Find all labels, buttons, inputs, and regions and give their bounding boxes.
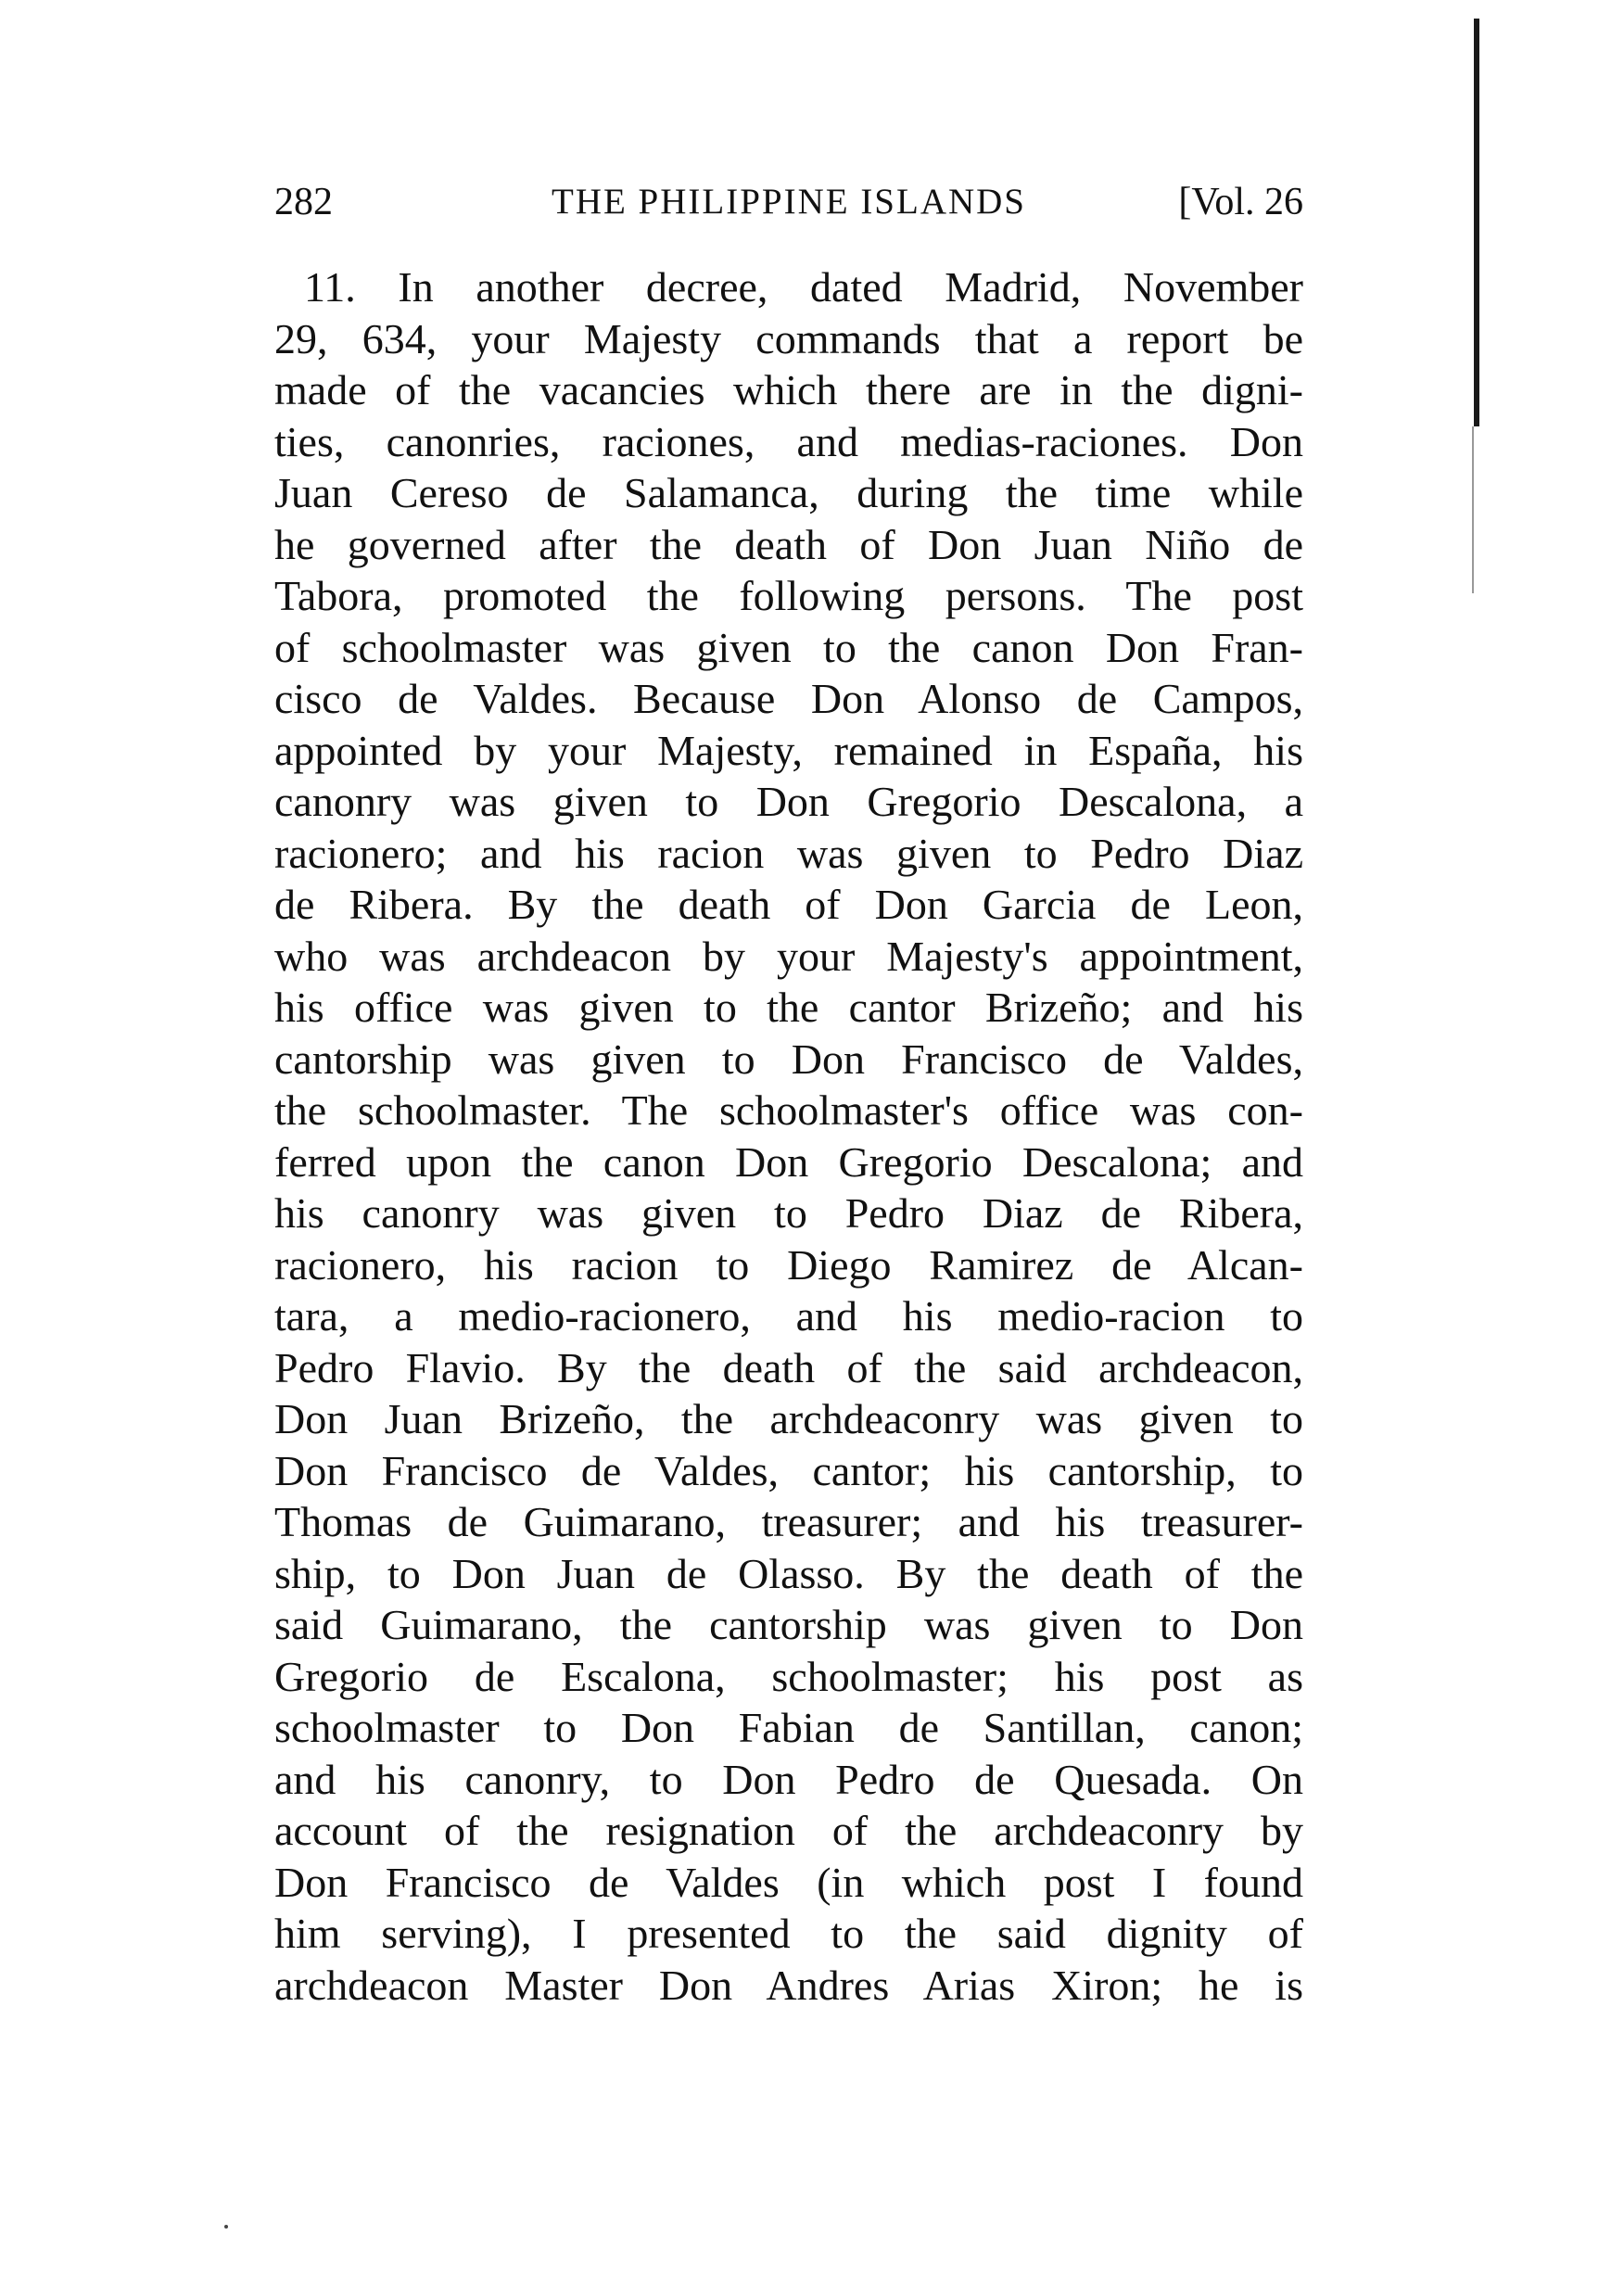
running-title: THE PHILIPPINE ISLANDS xyxy=(552,182,1026,222)
text-line: who was archdeacon by your Majesty's appointment, xyxy=(274,932,1303,980)
text-line: racionero; and his racion was given to Pedro Diaz xyxy=(274,829,1303,877)
text-line: said Guimarano, the cantorship was given to Don xyxy=(274,1601,1303,1648)
text-line: appointed by your Majesty, remained in España, his xyxy=(274,726,1303,774)
text-line: Don Francisco de Valdes, cantor; his cantorship, to xyxy=(274,1446,1303,1494)
text-line: canonry was given to Don Gregorio Descalona, a xyxy=(274,778,1303,825)
text-line: schoolmaster to Don Fabian de Santillan, canon; xyxy=(274,1704,1303,1751)
text-line: archdeacon Master Don Andres Arias Xiron; he is xyxy=(274,1961,1303,2009)
text-line: Don Francisco de Valdes (in which post I found xyxy=(274,1858,1303,1906)
text-line: of schoolmaster was given to the canon Don Fran- xyxy=(274,623,1303,671)
text-line: him serving), I presented to the said dignity of xyxy=(274,1910,1303,1957)
volume-label: [Vol. 26 xyxy=(1178,181,1303,223)
text-line: Gregorio de Escalona, schoolmaster; his post as xyxy=(274,1652,1303,1700)
text-line: the schoolmaster. The schoolmaster's office was con- xyxy=(274,1086,1303,1134)
text-line: Thomas de Guimarano, treasurer; and his treasurer- xyxy=(274,1498,1303,1545)
text-line: cisco de Valdes. Because Don Alonso de Campos, xyxy=(274,675,1303,722)
text-line: ties, canonries, raciones, and medias-raciones. Don xyxy=(274,417,1303,465)
text-line: Tabora, promoted the following persons. The post xyxy=(274,572,1303,619)
text-line: Pedro Flavio. By the death of the said archdeacon, xyxy=(274,1343,1303,1391)
paragraph xyxy=(274,261,1303,2011)
scan-speck xyxy=(224,2225,228,2229)
text-line: de Ribera. By the death of Don Garcia de Leon, xyxy=(274,881,1303,928)
body-text xyxy=(274,261,1303,2011)
page-edge-scan-shadow xyxy=(1472,426,1474,593)
text-line: his canonry was given to Pedro Diaz de Ribera, xyxy=(274,1189,1303,1237)
page-number: 282 xyxy=(274,181,333,223)
text-line: tara, a medio-racionero, and his medio-racion to xyxy=(274,1292,1303,1340)
text-line: account of the resignation of the archdeaconry by xyxy=(274,1807,1303,1854)
text-line: he governed after the death of Don Juan Niño de xyxy=(274,520,1303,568)
text-line: Don Juan Brizeño, the archdeaconry was given to xyxy=(274,1395,1303,1442)
page-edge-scan-mark xyxy=(1474,19,1479,426)
text-line: his office was given to the cantor Brizeño; and his xyxy=(274,984,1303,1031)
text-line: cantorship was given to Don Francisco de Valdes, xyxy=(274,1035,1303,1083)
text-line: racionero, his racion to Diego Ramirez de Alcan- xyxy=(274,1240,1303,1289)
running-header xyxy=(274,174,1303,230)
text-line: and his canonry, to Don Pedro de Quesada. On xyxy=(274,1755,1303,1803)
text-line: ferred upon the canon Don Gregorio Descalona; and xyxy=(274,1137,1303,1186)
text-line: 11. In another decree, dated Madrid, November xyxy=(304,263,1303,311)
text-line: 29, 634, your Majesty commands that a report be xyxy=(274,314,1303,362)
text-line: ship, to Don Juan de Olasso. By the death of the xyxy=(274,1549,1303,1597)
text-line: Juan Cereso de Salamanca, during the time while xyxy=(274,469,1303,516)
text-line: made of the vacancies which there are in the digni- xyxy=(274,366,1303,413)
